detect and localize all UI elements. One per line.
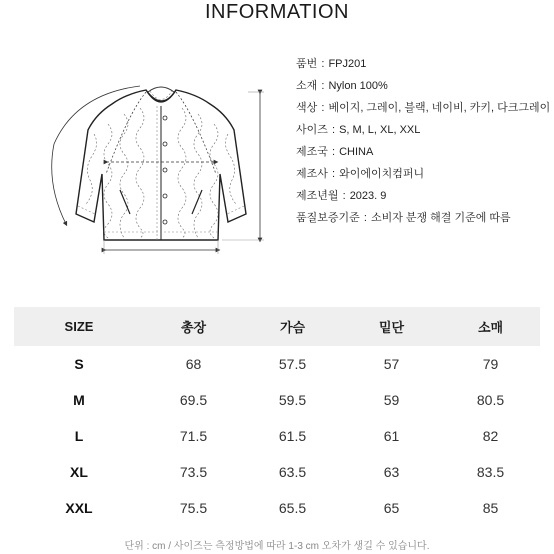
size-cell: S	[74, 356, 84, 372]
column-header-chest: 가슴	[279, 320, 306, 335]
table-cell: 80.5	[476, 392, 505, 408]
table-header-row	[14, 307, 540, 346]
table-cell: 68	[185, 356, 202, 372]
spec-row: 제조사 : 와이에이치컴퍼니	[296, 168, 425, 180]
table-cell: 57	[383, 356, 400, 372]
table-row	[14, 346, 540, 382]
table-row	[14, 454, 540, 490]
column-header-length: 총장	[180, 320, 207, 335]
page-title: INFORMATION	[204, 1, 349, 23]
spec-label: 제조사	[296, 168, 328, 180]
table-row	[14, 382, 540, 418]
spec-label: 제조국	[296, 146, 328, 158]
spec-label: 품질보증기준	[296, 212, 360, 224]
spec-row: 품질보증기준 : 소비자 분쟁 해결 기준에 따름	[296, 212, 511, 224]
table-cell: 71.5	[179, 428, 208, 444]
spec-label: 제조년월	[296, 190, 339, 202]
table-cell: 65.5	[278, 500, 307, 516]
size-cell: L	[74, 428, 84, 444]
table-cell: 82	[482, 428, 499, 444]
size-cell: XL	[70, 464, 88, 480]
spec-value: CHINA	[339, 146, 374, 158]
table-cell: 61.5	[278, 428, 307, 444]
spec-value: 2023. 9	[349, 190, 387, 202]
table-cell: 79	[482, 356, 499, 372]
spec-label: 소재	[296, 80, 318, 92]
column-header-size: SIZE	[64, 319, 94, 334]
table-cell: 73.5	[179, 464, 208, 480]
column-header-sleeve: 소매	[477, 320, 504, 335]
spec-row: 색상 : 베이지, 그레이, 블랙, 네이비, 카키, 다크그레이	[296, 102, 551, 114]
spec-label: 사이즈	[296, 124, 328, 136]
table-row	[14, 490, 540, 526]
spec-row: 품번 : FPJ201	[296, 58, 367, 70]
spec-value: FPJ201	[328, 58, 367, 70]
spec-row: 제조년월 : 2023. 9	[296, 190, 387, 202]
table-cell: 63	[383, 464, 400, 480]
table-cell: 57.5	[278, 356, 307, 372]
spec-label: 품번	[296, 58, 318, 70]
table-cell: 59.5	[278, 392, 307, 408]
table-cell: 65	[383, 500, 400, 516]
spec-row: 사이즈 : S, M, L, XL, XXL	[296, 124, 421, 136]
size-cell: XXL	[65, 500, 93, 516]
measurement-note: 단위 : cm / 사이즈는 측정방법에 따라 1-3 cm 오차가 생길 수 있습니다.	[124, 541, 430, 552]
spec-value: 베이지, 그레이, 블랙, 네이비, 카키, 다크그레이	[328, 102, 551, 114]
size-table	[14, 307, 540, 526]
table-cell: 63.5	[278, 464, 307, 480]
spec-row: 소재 : Nylon 100%	[296, 80, 388, 92]
spec-label: 색상	[296, 102, 318, 114]
table-cell: 83.5	[476, 464, 505, 480]
table-cell: 75.5	[179, 500, 208, 516]
table-cell: 59	[383, 392, 400, 408]
table-cell: 69.5	[179, 392, 208, 408]
spec-row: 제조국 : CHINA	[296, 146, 374, 158]
jacket-illustration	[36, 64, 286, 260]
product-specs	[296, 53, 551, 229]
column-header-hem: 밑단	[378, 320, 405, 335]
spec-value: 소비자 분쟁 해결 기준에 따름	[370, 212, 511, 224]
spec-value: Nylon 100%	[328, 80, 388, 92]
table-cell: 85	[482, 500, 499, 516]
table-cell: 61	[383, 428, 400, 444]
size-cell: M	[73, 392, 85, 408]
spec-value: S, M, L, XL, XXL	[339, 124, 421, 136]
table-row	[14, 418, 540, 454]
spec-value: 와이에이치컴퍼니	[339, 168, 425, 180]
